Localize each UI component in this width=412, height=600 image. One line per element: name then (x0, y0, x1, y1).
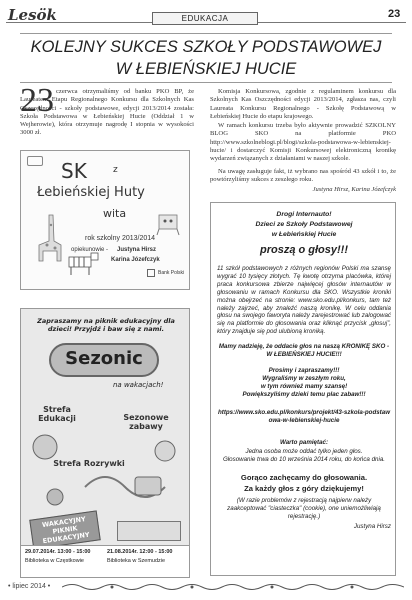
zone-zabawy: Sezonowe zabawy (123, 413, 169, 431)
voting-notice (210, 202, 396, 576)
event-2-date: 21.08.2014r. 12:00 - 15:00 (107, 549, 173, 555)
contest-link[interactable]: https://www.sko.edu.pl/konkurs/projekt/43-szkola-podstawowa-w-lebienskiej-hucie (217, 409, 391, 424)
event-2-place: Biblioteka w Szemudzie (107, 558, 166, 564)
giraffe-icon (27, 211, 67, 263)
notice-greet-3: w Łebieńskiej Hucie (271, 231, 337, 238)
article-paragraph-3: Na uwagę zasługuje fakt, iż wybrano nas spośród 43 szkół i to, że powtórzyliśmy sukces z zeszłego roku. (210, 168, 396, 184)
notice-encourage: Gorąco zachęcamy do głosowania. (240, 473, 368, 482)
zebra-icon (65, 251, 101, 277)
brand-name: Sezonic (65, 348, 143, 369)
brand-sub: na wakacjach! (113, 381, 164, 389)
opiekun-1: Justyna Hirsz (117, 247, 157, 253)
article-title (20, 36, 392, 80)
article-signature: Justyna Hirsz, Karina Józefczyk (312, 186, 396, 193)
sko-welcome: wita (103, 207, 127, 220)
article-intro: czerwca otrzymaliśmy od banku PKO BP, że Laureatem Etapu Regionalnego Konkursu dla Szkolnych Kas Oszczędności - szkoły podstawowe, edycji 2013/2014 została: Szkoła Podstawowa w Łebieńskiej Hucie (Oddział 1 w Wejherowie), która otrzymuje nagrodę I stopnia w wysokości 3000 zł. (20, 88, 194, 137)
magazine-logo: Lesök (8, 6, 57, 24)
picnic-banner: Zapraszamy na piknik edukacyjny dla dzieci! Przyjdź i baw się z nami. (37, 317, 175, 333)
event-1-place: Biblioteka w Częstkowie (25, 558, 84, 564)
section-label: EDUKACJA (152, 12, 258, 25)
title-rule-bottom (20, 82, 392, 83)
title-rule-top (20, 33, 392, 34)
notice-ask: proszą o głosy!!! (259, 244, 348, 256)
sko-place: Łebieńskiej Huty (37, 185, 145, 200)
footer-date: • lipiec 2014 • (8, 583, 51, 590)
notice-paragraph-1: 11 szkół podstawowych z różnych regionów Polski ma szansę wygrać 10 tysięcy złotych. Tę kwotę otrzyma placówka, której praca konkursowa zbierze najwięcej głosów internautów w głosowaniu w ramach Konkursu dla SKO. Wszystkie kroniki można obejrzeć na stronie: www.sko.edu.pl/konkurs, tam też należy zajrzeć, aby znaleźć naszą kronikę. W celu oddania głosu na swojego faworyta należy zarejestrować lub zalogować się na platformie do głosowania oraz kliknąć przycisk „głosuj”, który znajduje się pod ulubioną kroniką. (217, 265, 391, 336)
notice-invite-2: Wygraliśmy w zeszłym roku, (262, 375, 346, 382)
event-1-date: 29.07.2014r. 13:00 - 15:00 (25, 549, 91, 555)
article-title-line2: W ŁEBIEŃSKIEJ HUCIE (115, 60, 297, 78)
picnic-badge: WAKACYJNY PIKNIK EDUKACYJNY (29, 510, 101, 549)
robot-icon (153, 211, 183, 237)
article-paragraph-2: W ramach konkursu trzeba było aktywnie prowadzić SZKOLNY BLOG SKO na platformie PKO http://www.szkolneblogi.pl/blogi/szkola-podstawowa-w-lebienskiej-hucie/ i dostarczyć Komisji Konkursowej elektroniczną kronikę wydarzeń związanych z działaniami w naszej szkole. (210, 122, 396, 163)
notice-invite-3: w tym również mamy szansę! (260, 383, 348, 390)
logos-strip (117, 521, 181, 541)
floral-ornament-icon (62, 582, 404, 592)
notice-thanks: Za każdy głos z góry dziękujemy! (244, 484, 364, 493)
bank-logo-icon (147, 269, 155, 277)
picnic-illustration (25, 427, 185, 517)
bank-name: Bank Polski (158, 270, 185, 276)
notice-greet-1: Drogi Internauto! (276, 211, 332, 218)
opiekun-label: opiekunowie - (71, 247, 109, 253)
notice-rule-2: Głosowanie trwa do 10 września 2014 roku, do końca dnia. (222, 456, 385, 463)
sko-z: z (113, 165, 118, 175)
notice-paragraph-2: Mamy nadzieję, że oddacie głos na naszą KRONIKĘ SKO - W ŁEBIEŃSKIEJ HUCIE!!! (218, 343, 390, 358)
zone-rozrywki: Strefa Rozrywki (53, 459, 125, 468)
notice-invite-1: Prosimy i zapraszamy!!! (268, 367, 340, 374)
notice-cookie-hint: (W razie problemów z rejestracją najpierw należy zaakceptować "ciasteczka" (cookie), one uniemożliwiają rejestrację.) (227, 497, 381, 520)
picnic-poster (20, 308, 190, 578)
sko-logo-icon (27, 156, 43, 166)
notice-signature: Justyna Hirsz (353, 523, 391, 530)
school-year: rok szkolny 2013/2014 (85, 235, 156, 242)
page-number: 23 (388, 8, 401, 20)
notice-invite-4: Powiększyliśmy dzieki temu plac zabaw!!! (242, 391, 366, 398)
opiekun-2: Karina Józefczyk (111, 257, 160, 263)
sko-letters: SK (61, 159, 87, 183)
article-paragraph-1: Komisja Konkursowa, zgodnie z regulaminem konkursu dla Szkolnych Kas Oszczędności edycji 2013/2014, zgłasza nas, czyli Laureata Konkursu Regionalnego - Szkołę Podstawową w Łebieńskiej Hucie do etapu krajowego. (210, 88, 396, 120)
zone-edukacji: Strefa Edukacji (38, 405, 76, 423)
notice-remember: Warto pamiętać: (279, 439, 329, 446)
notice-rule-1: Jedna osoba może oddać tylko jeden głos. (245, 448, 363, 455)
sko-poster (20, 150, 190, 290)
article-title-line1: KOLEJNY SUKCES SZKOŁY PODSTAWOWEJ (30, 38, 382, 56)
drop-cap: 23 (20, 82, 54, 119)
notice-greet-2: Dzieci ze Szkoły Podstawowej (255, 221, 353, 228)
